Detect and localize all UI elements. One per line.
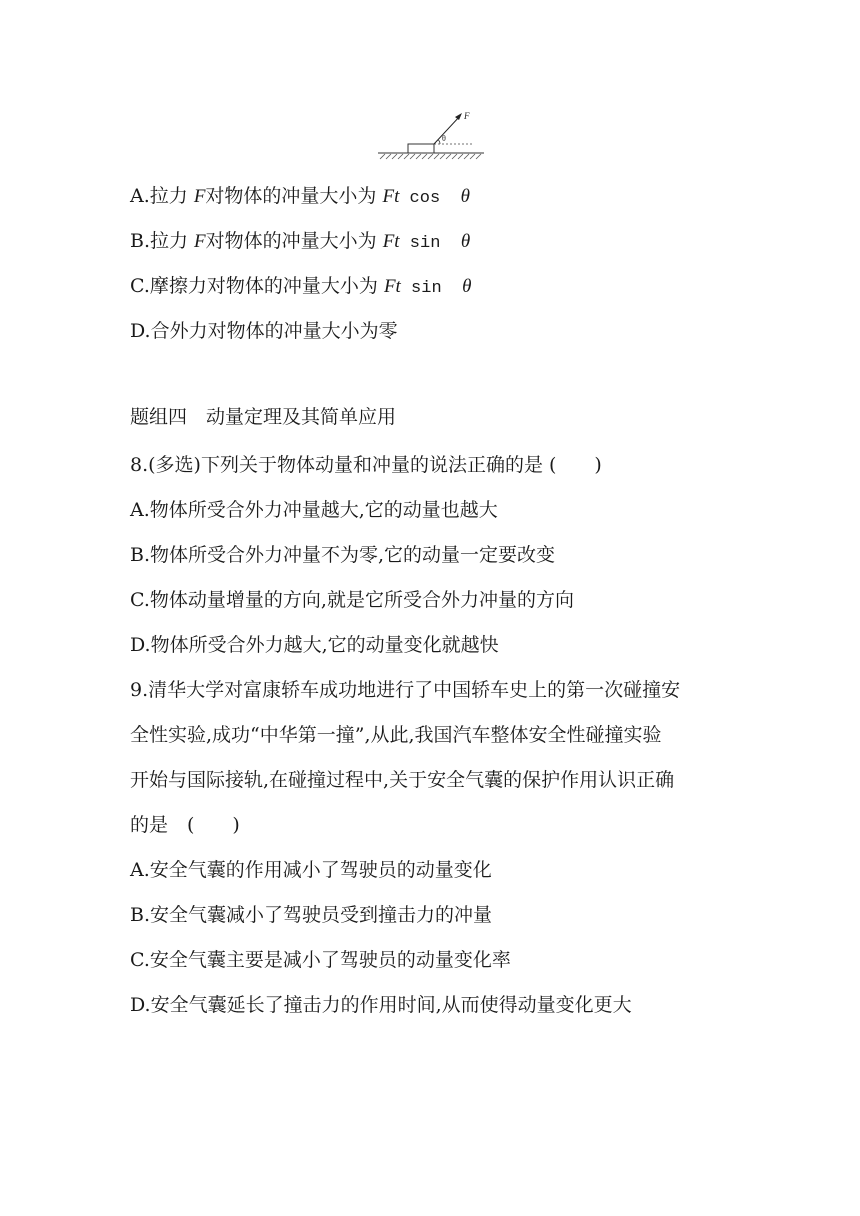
q7-option-a-expr: Ft bbox=[382, 186, 400, 207]
q8-stem: 8.(多选)下列关于物体动量和冲量的说法正确的是 ( ) bbox=[130, 454, 602, 476]
q7-option-a-func: cos bbox=[399, 189, 461, 208]
q8-option-c: C.物体动量增量的方向,就是它所受合外力冲量的方向 bbox=[130, 589, 574, 611]
angle-arc bbox=[438, 140, 440, 144]
q7-option-c-angle: θ bbox=[462, 276, 472, 297]
q7-option-b-expr: Ft bbox=[382, 231, 400, 252]
q9-stem-line-4: 的是 ( ) bbox=[130, 814, 240, 836]
force-diagram bbox=[376, 108, 486, 164]
q8-option-a: A.物体所受合外力冲量越大,它的动量也越大 bbox=[130, 499, 498, 521]
q9-option-b: B.安全气囊减小了驾驶员受到撞击力的冲量 bbox=[130, 904, 493, 926]
angle-label: θ bbox=[442, 134, 446, 143]
q8-option-d: D.物体所受合外力越大,它的动量变化就越快 bbox=[130, 634, 499, 656]
q7-option-d: D.合外力对物体的冲量大小为零 bbox=[130, 320, 398, 342]
q7-option-b-func: sin bbox=[399, 234, 461, 253]
q7-option-c bbox=[130, 274, 471, 301]
q9-stem-line-2: 全性实验,成功“中华第一撞”,从此,我国汽车整体安全性碰撞实验 bbox=[130, 724, 662, 746]
q9-stem-line-1: 9.清华大学对富康轿车成功地进行了中国轿车史上的第一次碰撞安 bbox=[130, 679, 681, 701]
q7-option-c-prefix: C.摩擦力对物体的冲量大小为 bbox=[130, 275, 384, 297]
q7-option-b-angle: θ bbox=[460, 231, 471, 252]
q7-option-b-var: F bbox=[194, 231, 206, 252]
block bbox=[408, 144, 434, 153]
q7-option-a-mid: 对物体的冲量大小为 bbox=[205, 185, 383, 207]
q7-option-b bbox=[130, 229, 470, 256]
q7-option-b-mid: 对物体的冲量大小为 bbox=[205, 230, 383, 252]
q7-option-a-var: F bbox=[193, 186, 206, 207]
q7-option-a-prefix: A.拉力 bbox=[130, 185, 194, 207]
q7-option-a bbox=[130, 184, 470, 211]
q8-option-b: B.物体所受合外力冲量不为零,它的动量一定要改变 bbox=[130, 544, 556, 566]
q9-stem-line-3: 开始与国际接轨,在碰撞过程中,关于安全气囊的保护作用认识正确 bbox=[130, 769, 675, 791]
force-label: F bbox=[464, 111, 470, 121]
q9-option-c: C.安全气囊主要是减小了驾驶员的动量变化率 bbox=[130, 949, 511, 971]
ground-hatching bbox=[380, 154, 481, 159]
q9-option-d: D.安全气囊延长了撞击力的作用时间,从而使得动量变化更大 bbox=[130, 994, 632, 1016]
q7-option-c-expr: Ft bbox=[383, 276, 401, 297]
force-arrowhead bbox=[455, 113, 462, 120]
q9-option-a: A.安全气囊的作用减小了驾驶员的动量变化 bbox=[130, 859, 492, 881]
q7-option-b-prefix: B.拉力 bbox=[130, 230, 195, 252]
section-title: 题组四 动量定理及其简单应用 bbox=[130, 406, 397, 428]
q7-option-c-func: sin bbox=[400, 279, 463, 298]
q7-option-a-angle: θ bbox=[460, 186, 470, 207]
